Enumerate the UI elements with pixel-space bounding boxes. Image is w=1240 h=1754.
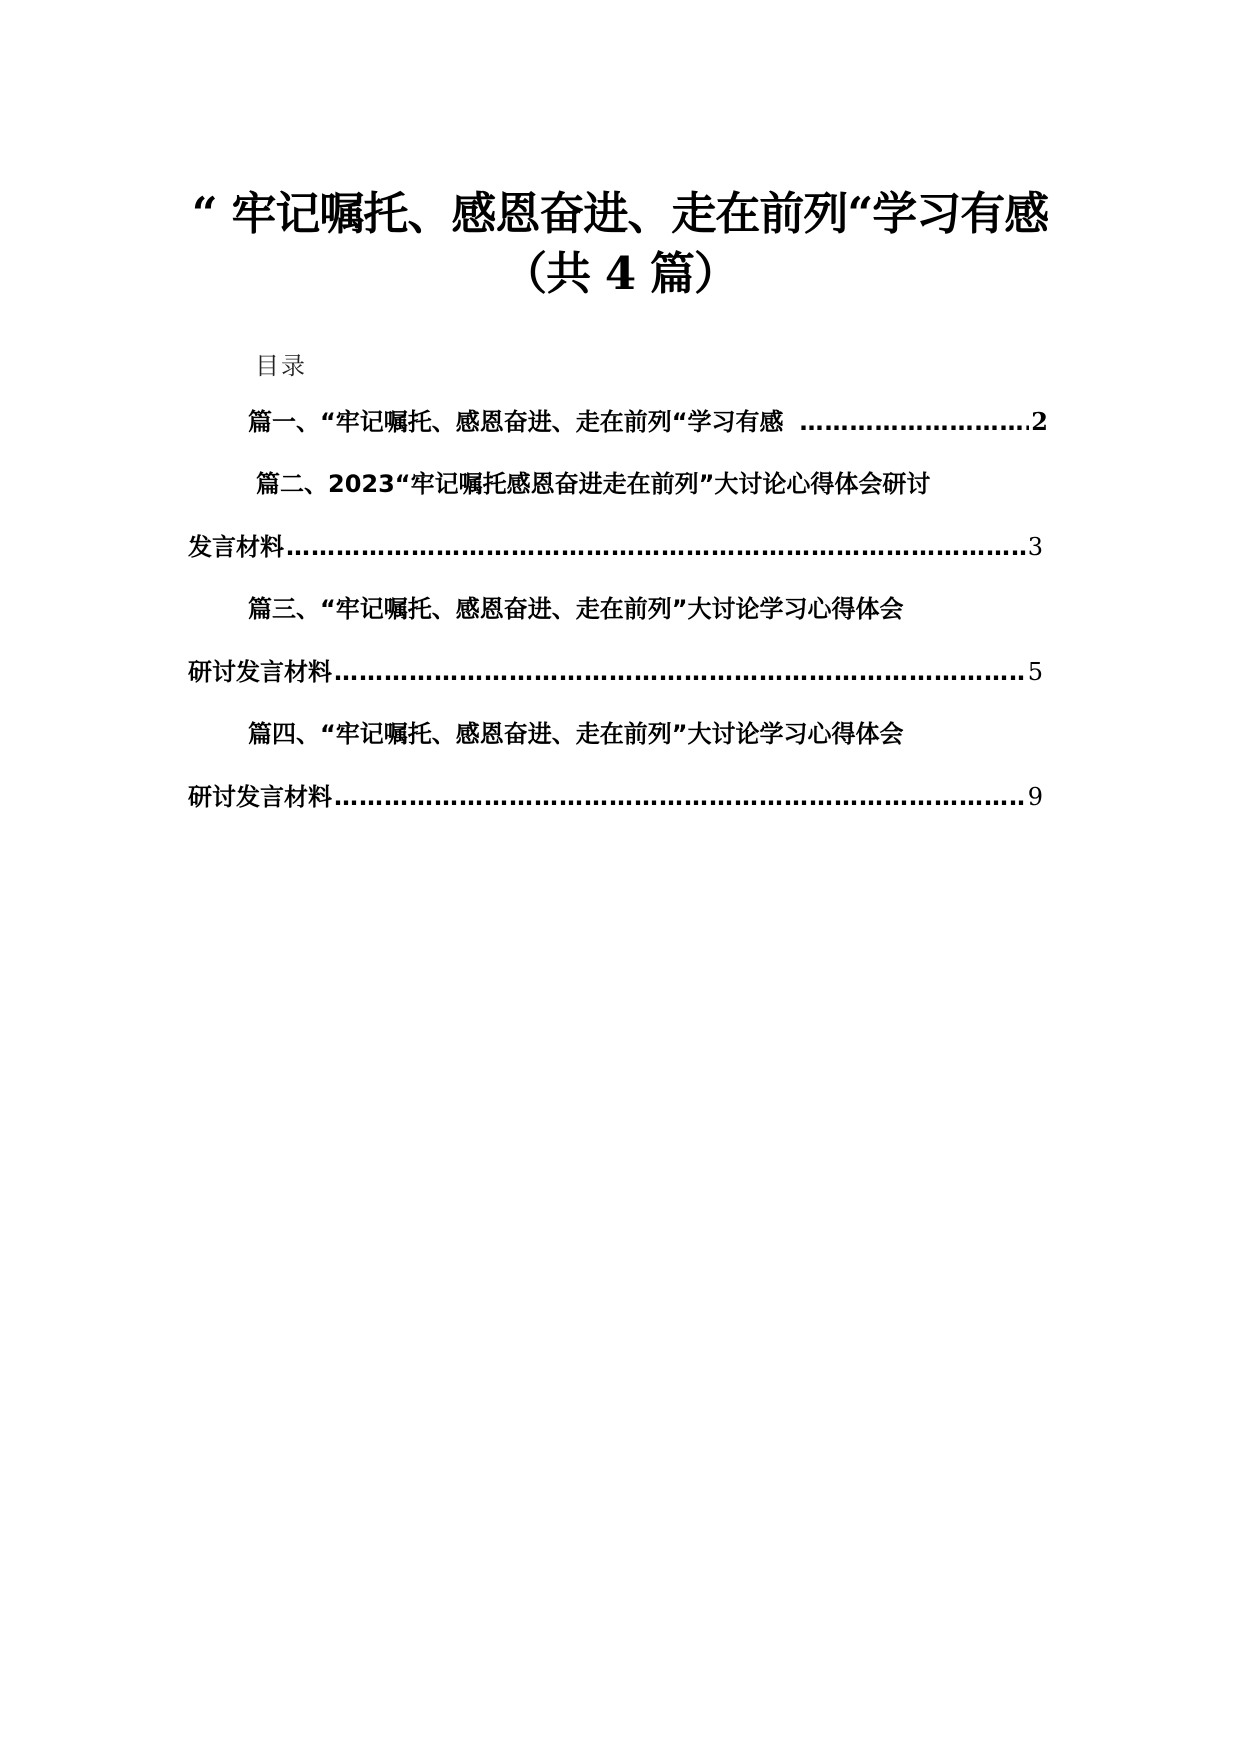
toc-entry-3-leader [334,656,1026,688]
toc-entry-3[interactable] [188,656,1043,688]
toc-entry-4-leader [334,781,1026,813]
toc-entry-1-text: 篇一、“牢记嘱托、感恩奋进、走在前列“学习有感 [248,408,784,436]
document-title-line2: （共 4 篇） [502,247,738,300]
toc-entry-2-page: 3 [1027,533,1043,561]
toc-entry-2-leader [286,531,1026,563]
toc-entry-2[interactable] [188,531,1043,563]
toc-entry-2-text-line2: 发言材料 [188,533,284,561]
toc-entry-1[interactable] [248,406,1048,438]
toc-entry-1-leader [800,406,1030,438]
document-title-line1: “ 牢记嘱托、感恩奋进、走在前列“学习有感 [191,187,1049,240]
toc-entry-4-text-line1[interactable]: 篇四、“牢记嘱托、感恩奋进、走在前列”大讨论学习心得体会 [248,720,904,748]
toc-heading: 目录 [255,352,307,380]
toc-entry-2-text-line1[interactable]: 篇二、2023“牢记嘱托感恩奋进走在前列”大讨论心得体会研讨 [256,470,931,498]
toc-entry-3-text-line1[interactable]: 篇三、“牢记嘱托、感恩奋进、走在前列”大讨论学习心得体会 [248,595,904,623]
toc-entry-1-page: 2 [1031,407,1048,436]
toc-entry-3-page: 5 [1027,658,1043,686]
toc-entry-4-page: 9 [1027,783,1043,811]
toc-entry-4[interactable] [188,781,1043,813]
toc-entry-4-text-line2: 研讨发言材料 [188,783,332,811]
toc-entry-3-text-line2: 研讨发言材料 [188,658,332,686]
